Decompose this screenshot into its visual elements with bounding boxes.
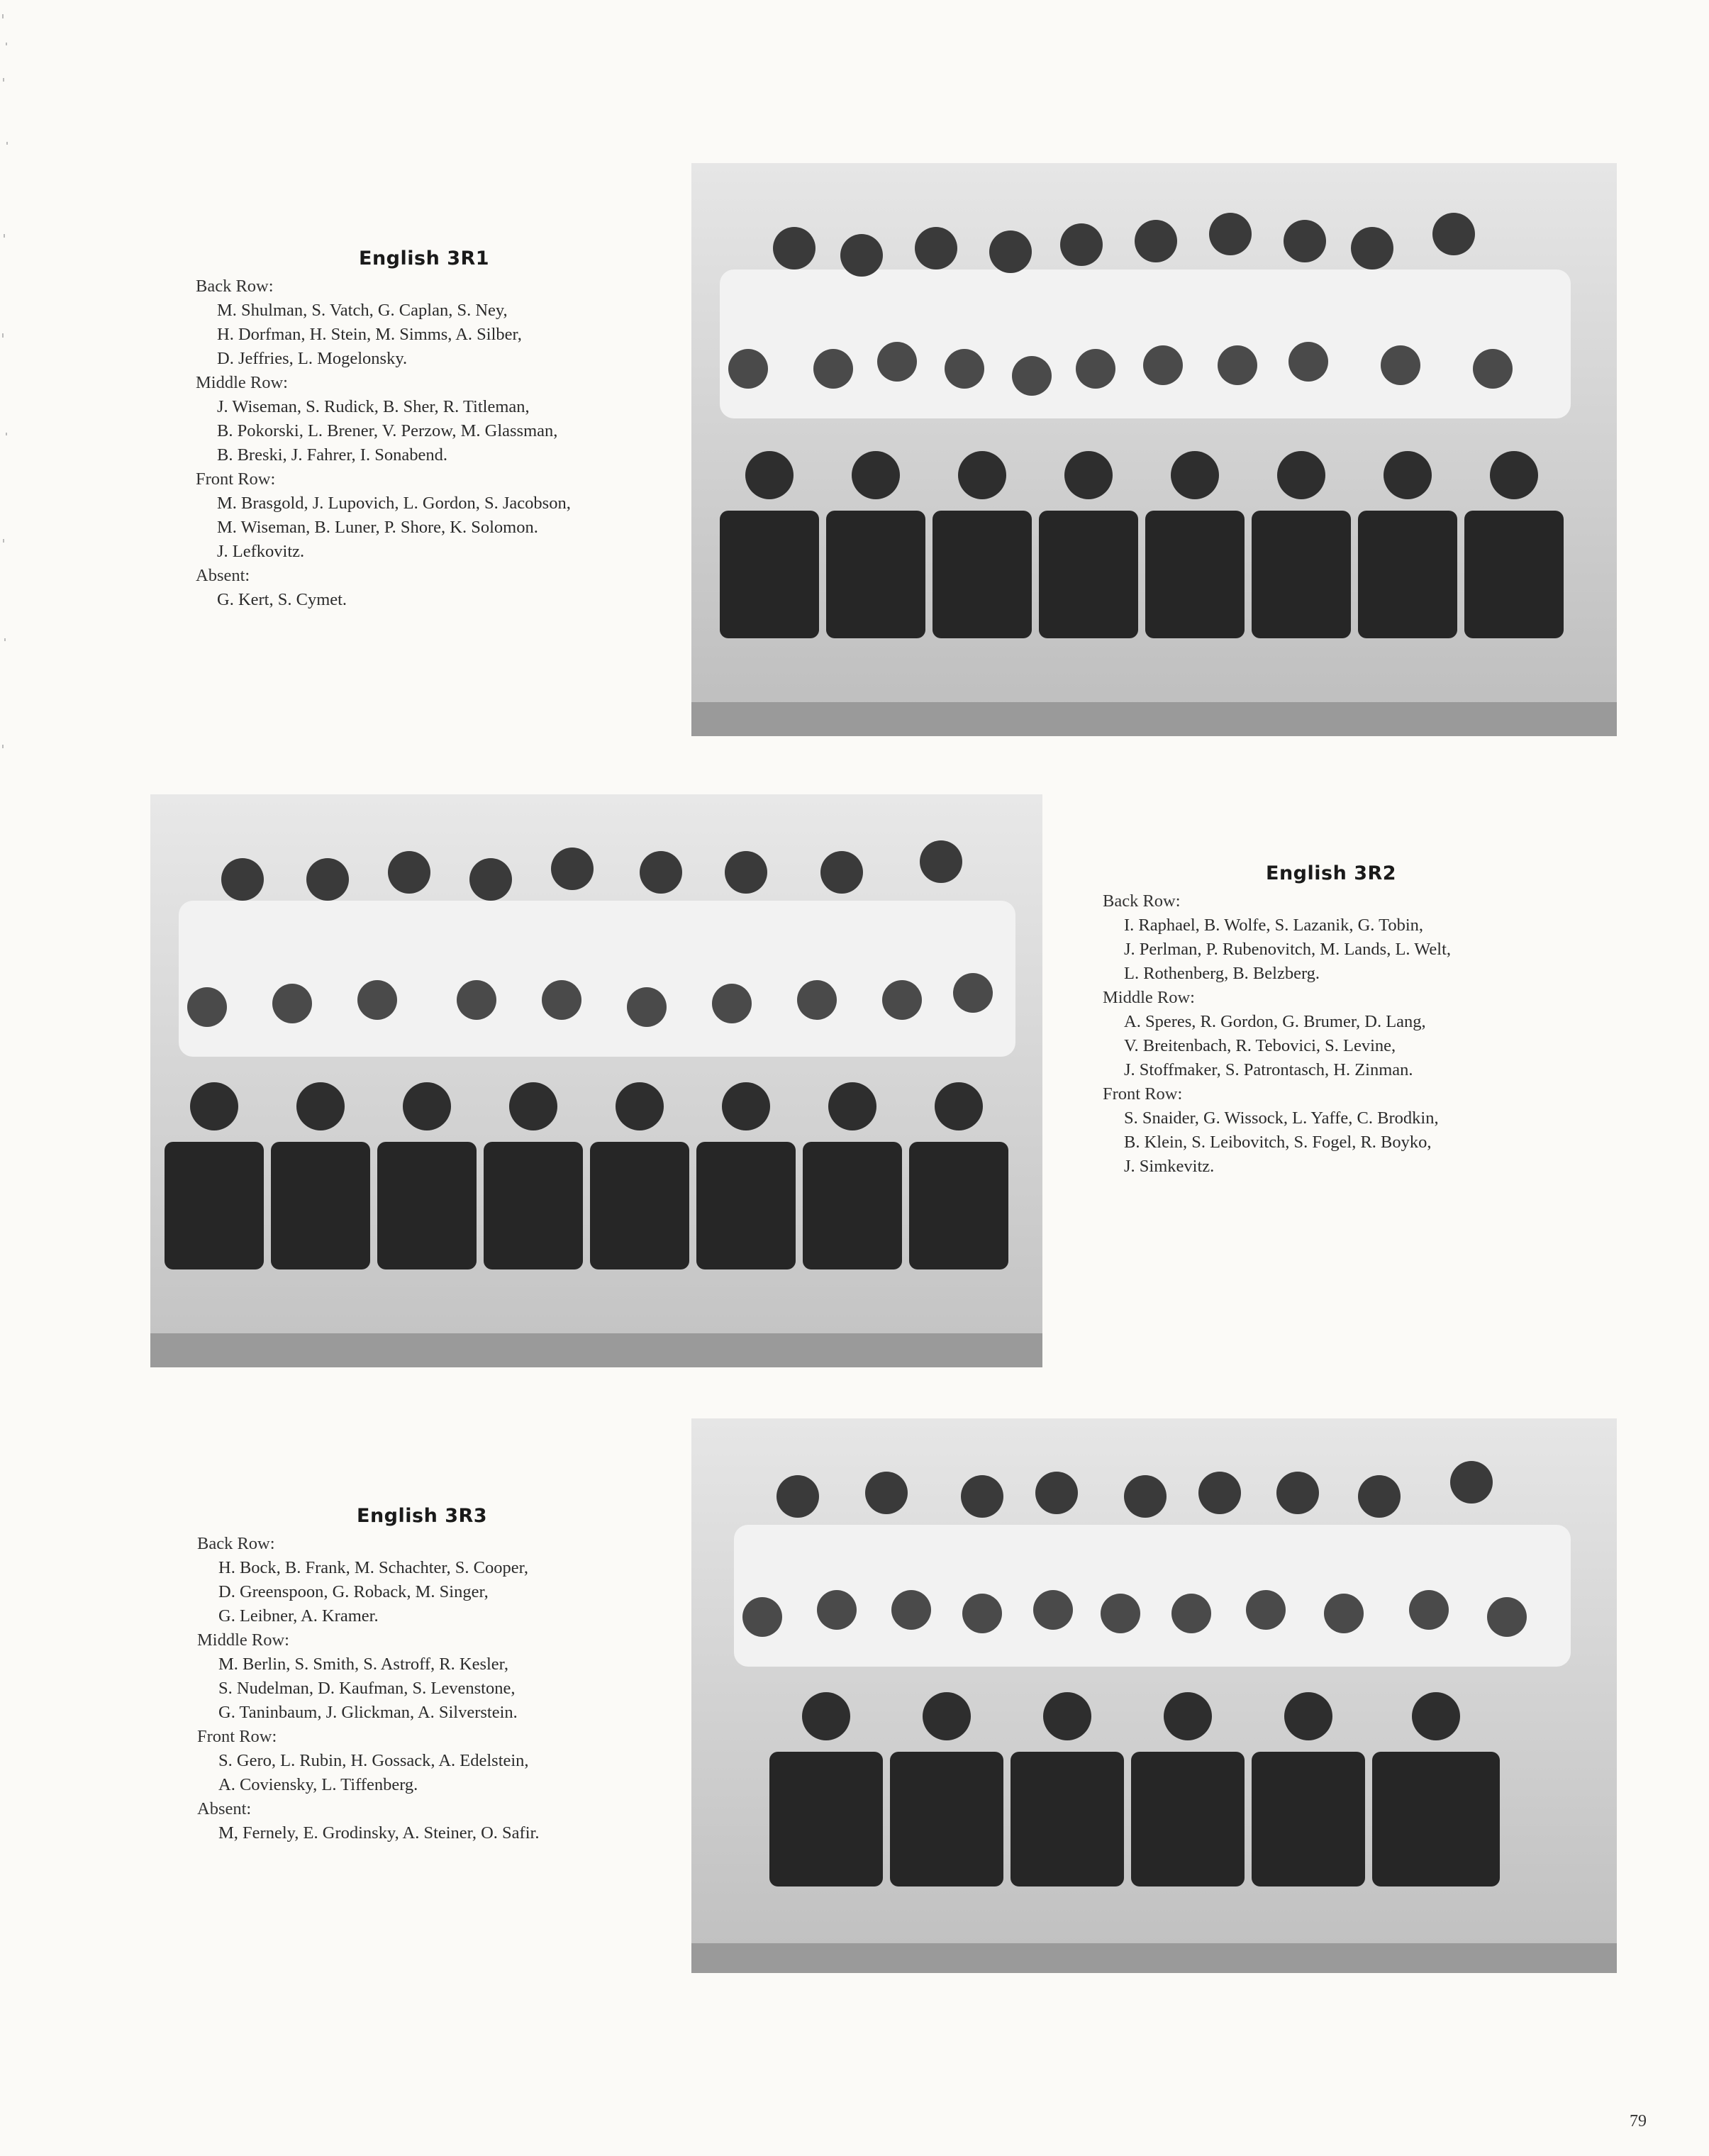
class-title: English 3R2 <box>1266 862 1397 884</box>
front-row-names-line: J. Simkevitz. <box>1124 1157 1215 1176</box>
class-photo-3r2 <box>150 794 1042 1367</box>
class-caption-3r3 <box>197 1502 665 1845</box>
back-row-names-line: D. Greenspoon, G. Roback, M. Singer, <box>218 1582 489 1601</box>
front-row-label: Front Row: <box>196 469 276 489</box>
back-row-label: Back Row: <box>196 277 274 296</box>
back-row-names-line: L. Rothenberg, B. Belzberg. <box>1124 964 1320 983</box>
group-photo-placeholder <box>691 163 1617 736</box>
middle-row-label: Middle Row: <box>196 373 288 392</box>
back-row-names-line: D. Jeffries, L. Mogelonsky. <box>217 349 408 368</box>
class-photo-3r1 <box>691 163 1617 736</box>
middle-row-names-line: J. Wiseman, S. Rudick, B. Sher, R. Titleman, <box>217 397 530 416</box>
middle-row-label: Middle Row: <box>1103 988 1195 1007</box>
absent-names-line: M, Fernely, E. Grodinsky, A. Steiner, O. Safir. <box>218 1823 540 1843</box>
group-photo-placeholder <box>691 1418 1617 1973</box>
back-row-names-line: H. Bock, B. Frank, M. Schachter, S. Cooper, <box>218 1558 528 1577</box>
back-row-names-line: G. Leibner, A. Kramer. <box>218 1606 379 1626</box>
class-title: English 3R1 <box>359 248 490 270</box>
class-caption-3r1 <box>196 245 664 612</box>
front-row-label: Front Row: <box>1103 1084 1183 1104</box>
front-row-names-line: A. Coviensky, L. Tiffenberg. <box>218 1775 418 1794</box>
middle-row-names-line: V. Breitenbach, R. Tebovici, S. Levine, <box>1124 1036 1396 1055</box>
back-row-names-line: M. Shulman, S. Vatch, G. Caplan, S. Ney, <box>217 301 508 320</box>
front-row-label: Front Row: <box>197 1727 277 1746</box>
absent-names-line: G. Kert, S. Cymet. <box>217 590 347 609</box>
middle-row-names-line: B. Pokorski, L. Brener, V. Perzow, M. Glassman, <box>217 421 558 440</box>
front-row-names-line: S. Snaider, G. Wissock, L. Yaffe, C. Brodkin, <box>1124 1108 1439 1128</box>
back-row-names-line: J. Perlman, P. Rubenovitch, M. Lands, L. Welt, <box>1124 940 1452 959</box>
page-number: 79 <box>1630 2112 1647 2130</box>
back-row-label: Back Row: <box>197 1534 275 1553</box>
class-photo-3r3 <box>691 1418 1617 1973</box>
front-row-names-line: M. Brasgold, J. Lupovich, L. Gordon, S. Jacobson, <box>217 494 571 513</box>
group-photo-placeholder <box>150 794 1042 1367</box>
class-title: English 3R3 <box>357 1505 488 1527</box>
front-row-names-line: M. Wiseman, B. Luner, P. Shore, K. Solomon. <box>217 518 538 537</box>
middle-row-names-line: J. Stoffmaker, S. Patrontasch, H. Zinman. <box>1124 1060 1413 1079</box>
absent-label: Absent: <box>197 1799 252 1818</box>
middle-row-names-line: G. Taninbaum, J. Glickman, A. Silverstein. <box>218 1703 518 1722</box>
middle-row-names-line: S. Nudelman, D. Kaufman, S. Levenstone, <box>218 1679 516 1698</box>
scan-edge-marks <box>0 0 10 816</box>
front-row-names-line: B. Klein, S. Leibovitch, S. Fogel, R. Boyko, <box>1124 1133 1432 1152</box>
middle-row-names-line: B. Breski, J. Fahrer, I. Sonabend. <box>217 445 447 465</box>
back-row-label: Back Row: <box>1103 891 1181 911</box>
middle-row-names-line: M. Berlin, S. Smith, S. Astroff, R. Kesler, <box>218 1655 508 1674</box>
absent-label: Absent: <box>196 566 250 585</box>
back-row-names-line: H. Dorfman, H. Stein, M. Simms, A. Silber, <box>217 325 522 344</box>
back-row-names-line: I. Raphael, B. Wolfe, S. Lazanik, G. Tobin, <box>1124 916 1424 935</box>
front-row-names-line: S. Gero, L. Rubin, H. Gossack, A. Edelstein, <box>218 1751 529 1770</box>
class-caption-3r2 <box>1103 860 1613 1179</box>
middle-row-names-line: A. Speres, R. Gordon, G. Brumer, D. Lang, <box>1124 1012 1426 1031</box>
middle-row-label: Middle Row: <box>197 1630 289 1650</box>
front-row-names-line: J. Lefkovitz. <box>217 542 305 561</box>
